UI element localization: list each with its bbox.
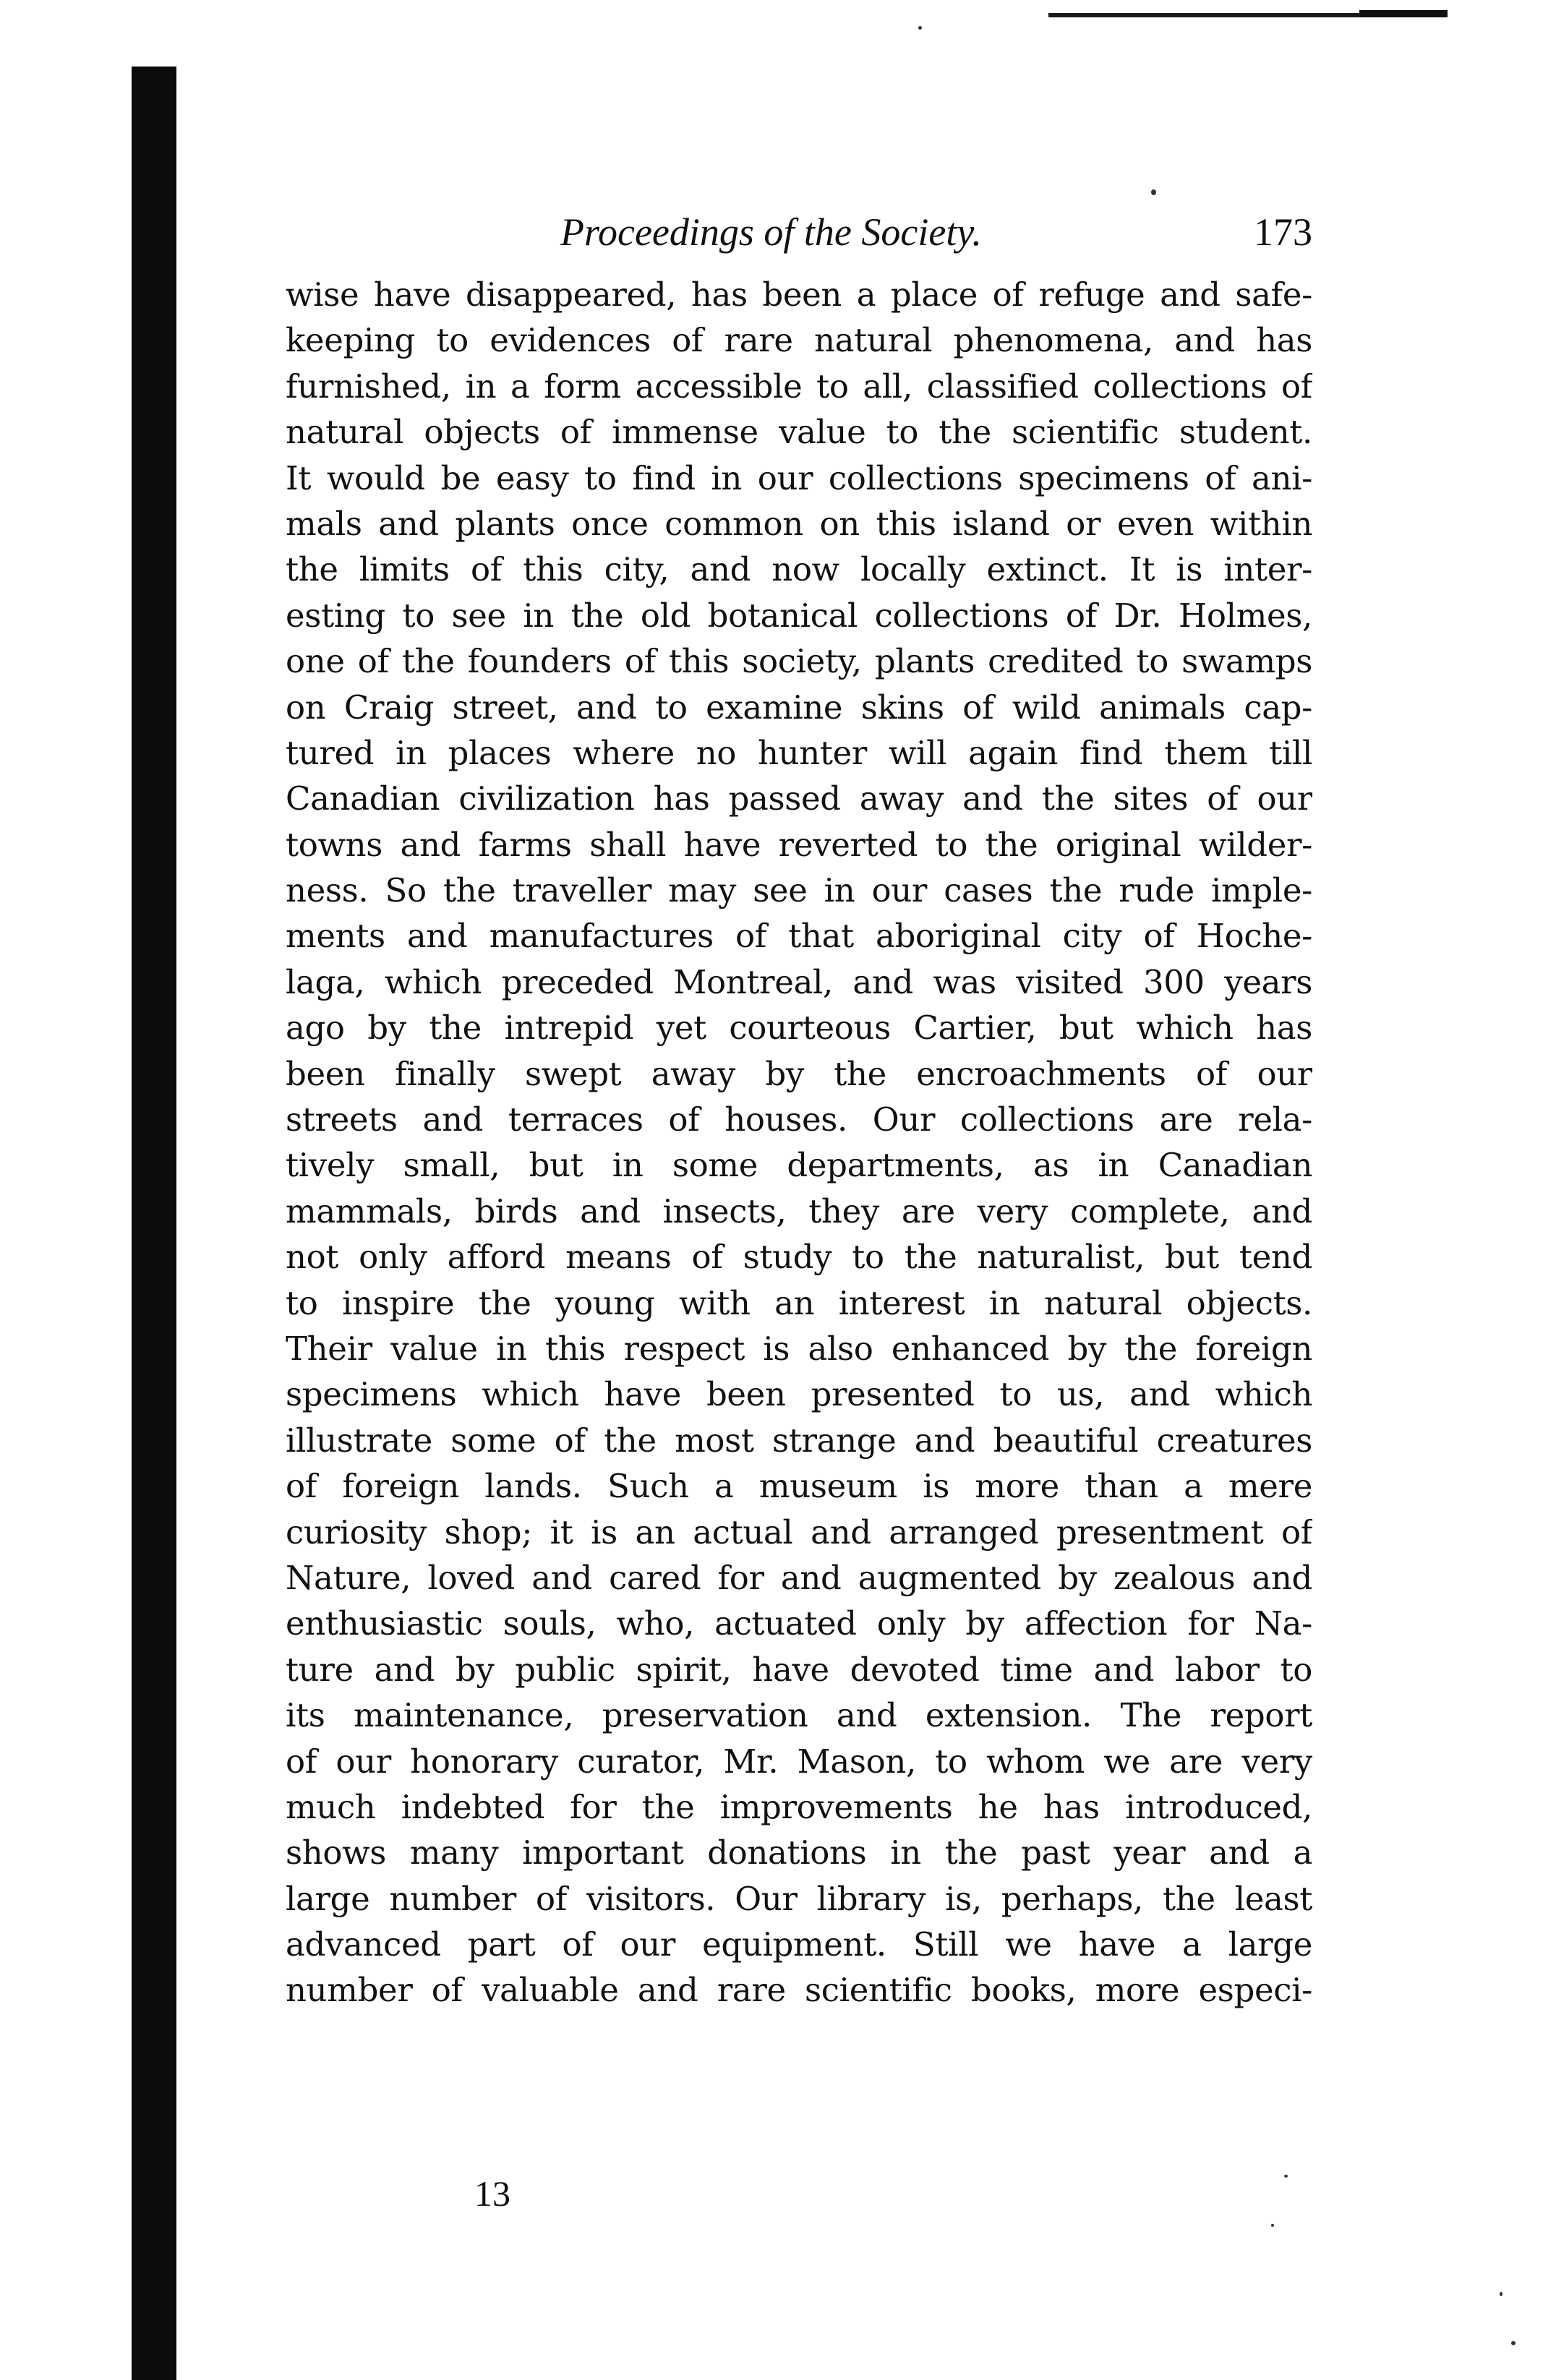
text-line: furnished, in a form accessible to all, classified collections of: [286, 367, 1312, 406]
scan-speck: [1284, 2175, 1288, 2178]
text-line: one of the founders of this society, plants credited to swamps: [286, 642, 1312, 681]
running-title: Proceedings of the Society.: [560, 210, 982, 254]
text-line: tured in places where no hunter will again find them till: [286, 733, 1312, 772]
text-line: shows many important donations in the past year and a: [286, 1833, 1312, 1872]
text-line: tively small, but in some departments, as in Canadian: [286, 1146, 1312, 1185]
running-head: [286, 210, 1312, 267]
text-line: mammals, birds and insects, they are very complete, and: [286, 1191, 1312, 1230]
text-line: keeping to evidences of rare natural phenomena, and has: [286, 321, 1312, 360]
text-line: ture and by public spirit, have devoted time and labor to: [286, 1650, 1312, 1689]
text-line: streets and terraces of houses. Our collections are rela-: [286, 1100, 1312, 1139]
scan-speck: [1500, 2292, 1502, 2296]
text-line: number of valuable and rare scientific books, more especi-: [286, 1971, 1312, 2010]
text-line: towns and farms shall have reverted to the original wilder-: [286, 825, 1312, 864]
text-line: large number of visitors. Our library is, perhaps, the least: [286, 1879, 1312, 1918]
text-line: enthusiastic souls, who, actuated only by affection for Na-: [286, 1604, 1312, 1643]
text-line: mals and plants once common on this island or even within: [286, 504, 1312, 543]
text-line: to inspire the young with an interest in natural objects.: [286, 1283, 1312, 1322]
text-line: wise have disappeared, has been a place of refuge and safe-: [286, 275, 1312, 314]
text-line: laga, which preceded Montreal, and was visited 300 years: [286, 962, 1312, 1001]
body-text: [286, 272, 1312, 2013]
text-line: its maintenance, preservation and extension. The report: [286, 1696, 1312, 1735]
binding-edge: [132, 67, 176, 2380]
text-line: the limits of this city, and now locally extinct. It is inter-: [286, 550, 1312, 589]
text-line: It would be easy to find in our collections specimens of ani-: [286, 458, 1312, 497]
text-line: ness. So the traveller may see in our cases the rude imple-: [286, 871, 1312, 910]
text-line: ments and manufactures of that aboriginal city of Hoche-: [286, 917, 1312, 956]
text-line: Nature, loved and cared for and augmented by zealous and: [286, 1558, 1312, 1597]
text-line: much indebted for the improvements he has introduced,: [286, 1787, 1312, 1826]
text-line: curiosity shop; it is an actual and arranged presentment of: [286, 1512, 1312, 1551]
text-line: natural objects of immense value to the scientific student.: [286, 413, 1312, 452]
text-line: advanced part of our equipment. Still we have a large: [286, 1925, 1312, 1964]
text-line: been finally swept away by the encroachments of our: [286, 1054, 1312, 1093]
text-line: on Craig street, and to examine skins of wild animals cap-: [286, 688, 1312, 727]
text-line: specimens which have been presented to us, and which: [286, 1375, 1312, 1414]
scan-speck: [1151, 189, 1156, 195]
signature-mark: 13: [474, 2173, 510, 2214]
text-line: esting to see in the old botanical collections of Dr. Holmes,: [286, 596, 1312, 635]
scan-speck: [1511, 2341, 1516, 2345]
text-line: of our honorary curator, Mr. Mason, to whom we are very: [286, 1742, 1312, 1781]
text-line: ago by the intrepid yet courteous Cartier, but which has: [286, 1009, 1312, 1048]
top-rule-mark: [1359, 10, 1448, 17]
text-line: illustrate some of the most strange and beautiful creatures: [286, 1421, 1312, 1460]
scan-speck: [1271, 2224, 1274, 2227]
text-line: Their value in this respect is also enhanced by the foreign: [286, 1329, 1312, 1368]
text-line: of foreign lands. Such a museum is more than a mere: [286, 1467, 1312, 1506]
text-line: not only afford means of study to the naturalist, but tend: [286, 1238, 1312, 1277]
scan-speck: [918, 26, 922, 30]
text-line: Canadian civilization has passed away and the sites of our: [286, 779, 1312, 818]
page-number: 173: [1254, 210, 1312, 254]
